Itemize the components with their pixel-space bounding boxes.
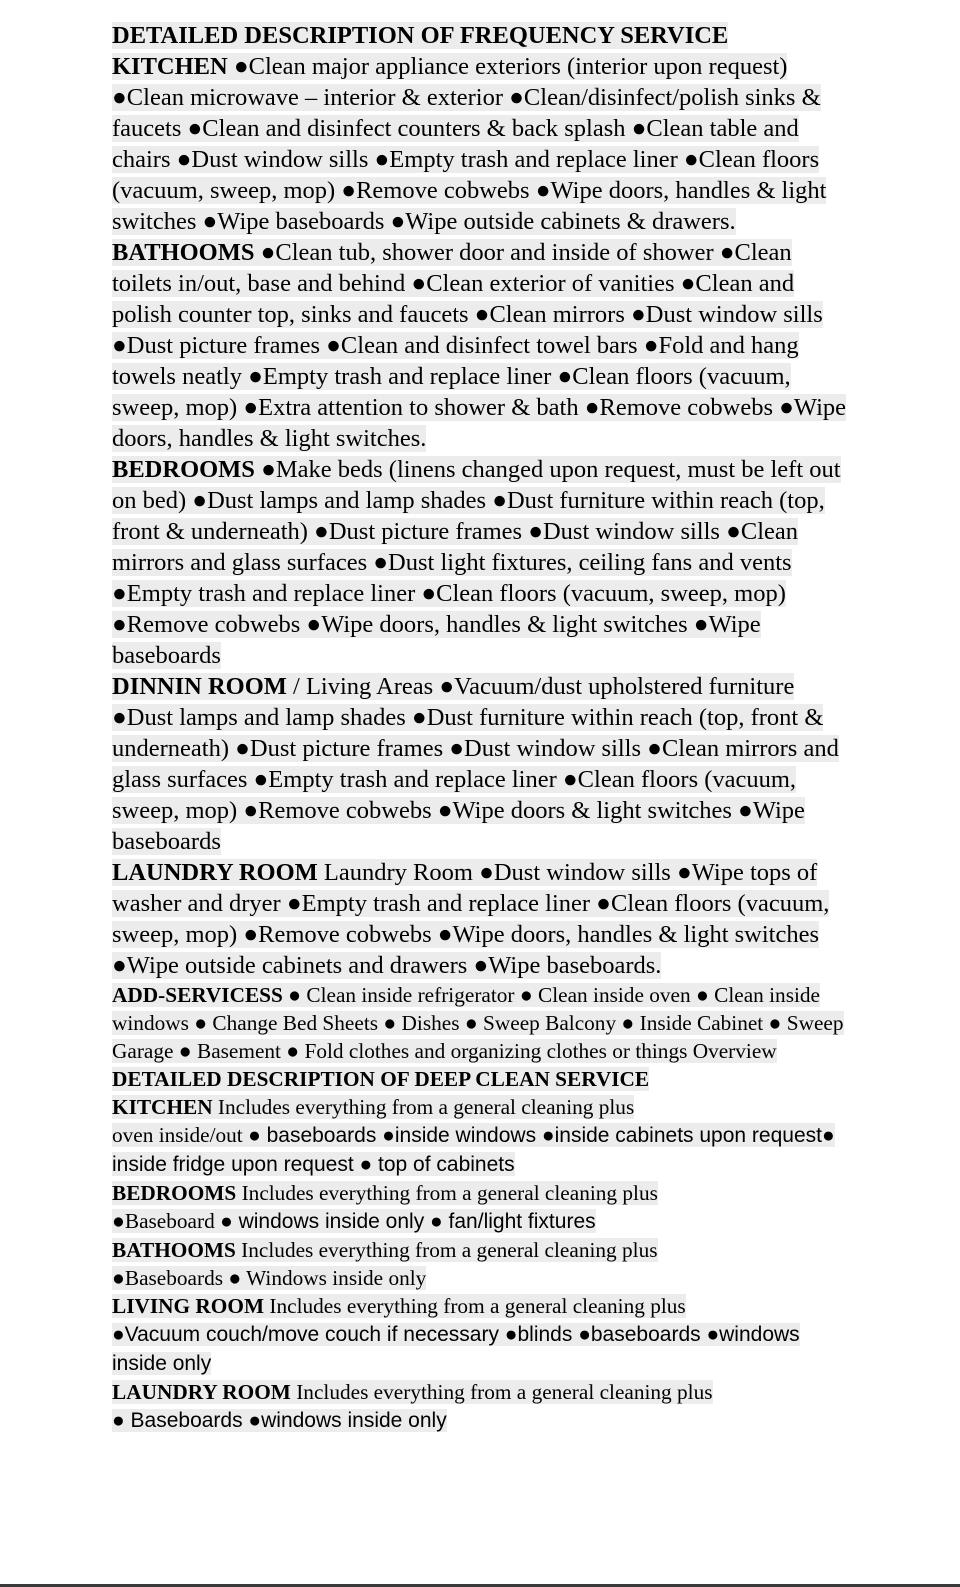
deep-bathrooms-items: ●Baseboards ● Windows inside only (112, 1266, 427, 1290)
deep-bedrooms-heading: BEDROOMS (112, 1181, 237, 1205)
deep-bedrooms-items: ●Baseboard ● windows inside only ● fan/light fixtures (112, 1209, 596, 1233)
frequency-service-title: DETAILED DESCRIPTION OF FREQUENCY SERVICE (112, 22, 729, 49)
laundry-room-paragraph (112, 857, 852, 981)
kitchen-text: ●Clean major appliance exteriors (interior upon request) ●Clean microwave – interior & exterior ●Clean/disinfect/polish sinks & faucets ●Clean and disinfect counters & back splash ●Clean table and chairs ●Dust window sills ●Empty trash and replace liner ●Clean floors (vacuum, sweep, mop) ●Remove cobwebs ●Wipe doors, handles & light switches ●Wipe baseboards ●Wipe outside cabinets & drawers. (112, 53, 827, 235)
deep-clean-block (112, 1065, 852, 1435)
deep-clean-title: DETAILED DESCRIPTION OF DEEP CLEAN SERVICE (112, 1067, 650, 1091)
deep-bedrooms-intro: BEDROOMS Includes everything from a general cleaning plus (112, 1181, 658, 1205)
bathrooms-paragraph (112, 237, 852, 454)
document-body (112, 20, 852, 1435)
deep-bathrooms-heading: BATHOOMS (112, 1238, 236, 1262)
add-services-block (112, 981, 852, 1065)
add-services-paragraph (112, 981, 852, 1065)
frequency-service-block (112, 20, 852, 981)
bedrooms-heading: BEDROOMS (112, 456, 255, 483)
deep-laundry-heading: LAUNDRY ROOM (112, 1380, 291, 1404)
dining-room-text: / Living Areas ●Vacuum/dust upholstered furniture ●Dust lamps and lamp shades ●Dust furniture within reach (top, front & underneath) ●Dust picture frames ●Dust window sills ●Clean mirrors and glass surfaces ●Empty trash and replace liner ●Clean floors (vacuum, sweep, mop) ●Remove cobwebs ●Wipe doors & light switches ●Wipe baseboards (112, 673, 839, 855)
laundry-room-text: Laundry Room ●Dust window sills ●Wipe tops of washer and dryer ●Empty trash and replace liner ●Clean floors (vacuum, sweep, mop) ●Remove cobwebs ●Wipe doors, handles & light switches ●Wipe outside cabinets and drawers ●Wipe baseboards. (112, 859, 830, 979)
bedrooms-text: ●Make beds (linens changed upon request, must be left out on bed) ●Dust lamps and lamp shades ●Dust furniture within reach (top, front & underneath) ●Dust picture frames ●Dust window sills ●Clean mirrors and glass surfaces ●Dust light fixtures, ceiling fans and vents ●Empty trash and replace liner ●Clean floors (vacuum, sweep, mop) ●Remove cobwebs ●Wipe doors, handles & light switches ●Wipe baseboards (112, 456, 841, 669)
deep-kitchen-heading: KITCHEN (112, 1095, 213, 1119)
dining-room-heading: DINNIN ROOM (112, 673, 287, 700)
kitchen-heading: KITCHEN (112, 53, 228, 80)
dining-room-paragraph (112, 671, 852, 857)
deep-laundry-intro: LAUNDRY ROOM Includes everything from a general cleaning plus (112, 1380, 713, 1404)
laundry-room-heading: LAUNDRY ROOM (112, 859, 318, 886)
deep-living-heading: LIVING ROOM (112, 1294, 265, 1318)
deep-living-intro: LIVING ROOM Includes everything from a general cleaning plus (112, 1294, 686, 1318)
deep-kitchen-intro: KITCHEN Includes everything from a general cleaning plus (112, 1095, 635, 1119)
bedrooms-paragraph (112, 454, 852, 671)
deep-laundry-items: ● Baseboards ●windows inside only (112, 1409, 447, 1432)
add-services-text: ● Clean inside refrigerator ● Clean inside oven ● Clean inside windows ● Change Bed Sheets ● Dishes ● Sweep Balcony ● Inside Cabinet ● Sweep Garage ● Basement ● Fold clothes and organizing clothes or things Overview (112, 983, 844, 1063)
kitchen-paragraph (112, 51, 852, 237)
bathrooms-heading: BATHOOMS (112, 239, 255, 266)
add-services-heading: ADD-SERVICESS (112, 983, 283, 1007)
deep-kitchen-items: oven inside/out ● baseboards ●inside windows ●inside cabinets upon request● inside fridge upon request ● top of cabinets (112, 1123, 835, 1176)
deep-living-items: ●Vacuum couch/move couch if necessary ●blinds ●baseboards ●windows inside only (112, 1323, 800, 1375)
deep-bathrooms-intro: BATHOOMS Includes everything from a general cleaning plus (112, 1238, 658, 1262)
bathrooms-text: ●Clean tub, shower door and inside of shower ●Clean toilets in/out, base and behind ●Clean exterior of vanities ●Clean and polish counter top, sinks and faucets ●Clean mirrors ●Dust window sills ●Dust picture frames ●Clean and disinfect towel bars ●Fold and hang towels neatly ●Empty trash and replace liner ●Clean floors (vacuum, sweep, mop) ●Extra attention to shower & bath ●Remove cobwebs ●Wipe doors, handles & light switches. (112, 239, 846, 452)
